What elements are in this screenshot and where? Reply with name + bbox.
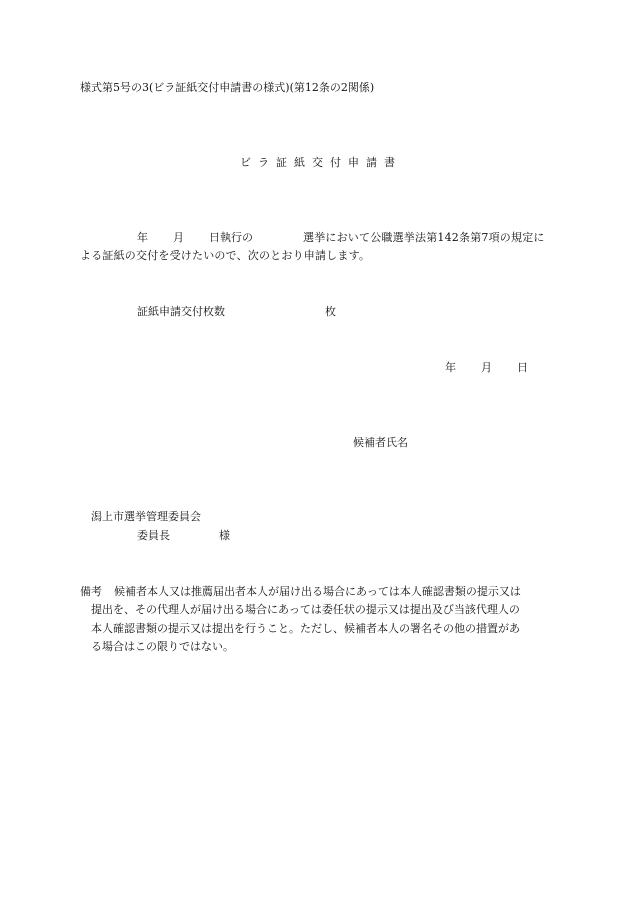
page-title: ビラ証紙交付申請書 [240, 156, 402, 169]
addressee-honorific: 様 [219, 529, 230, 542]
date-month: 月 [481, 361, 492, 374]
body-election-text: 選挙において公職選挙法第142条第7項の規定に [303, 231, 545, 244]
count-label: 証紙申請交付枚数 [137, 305, 225, 318]
form-header: 様式第5号の3(ビラ証紙交付申請書の様式)(第12条の2関係) [80, 81, 375, 94]
body-year: 年 [137, 231, 148, 244]
remarks-label: 備考 [80, 585, 102, 598]
addressee-chair: 委員長 [137, 529, 170, 542]
body-day-held: 日執行の [209, 231, 253, 244]
candidate-name-label: 候補者氏名 [353, 436, 408, 449]
remarks-line: る場合はこの限りではない。 [91, 640, 234, 653]
remarks-line: 候補者本人又は推薦届出者本人が届け出る場合にあっては本人確認書類の提示又は [114, 585, 521, 598]
body-month: 月 [173, 231, 184, 244]
remarks-line: 本人確認書類の提示又は提出を行うこと。ただし、候補者本人の署名その他の措置があ [91, 622, 520, 635]
remarks-line: 提出を、その代理人が届け出る場合にあっては委任状の提示又は提出及び当該代理人の [91, 603, 520, 616]
addressee-org: 潟上市選挙管理委員会 [91, 510, 201, 523]
date-day: 日 [517, 361, 528, 374]
count-unit: 枚 [325, 305, 336, 318]
body-line-2: よる証紙の交付を受けたいので、次のとおり申請します。 [80, 249, 371, 262]
date-year: 年 [445, 361, 456, 374]
